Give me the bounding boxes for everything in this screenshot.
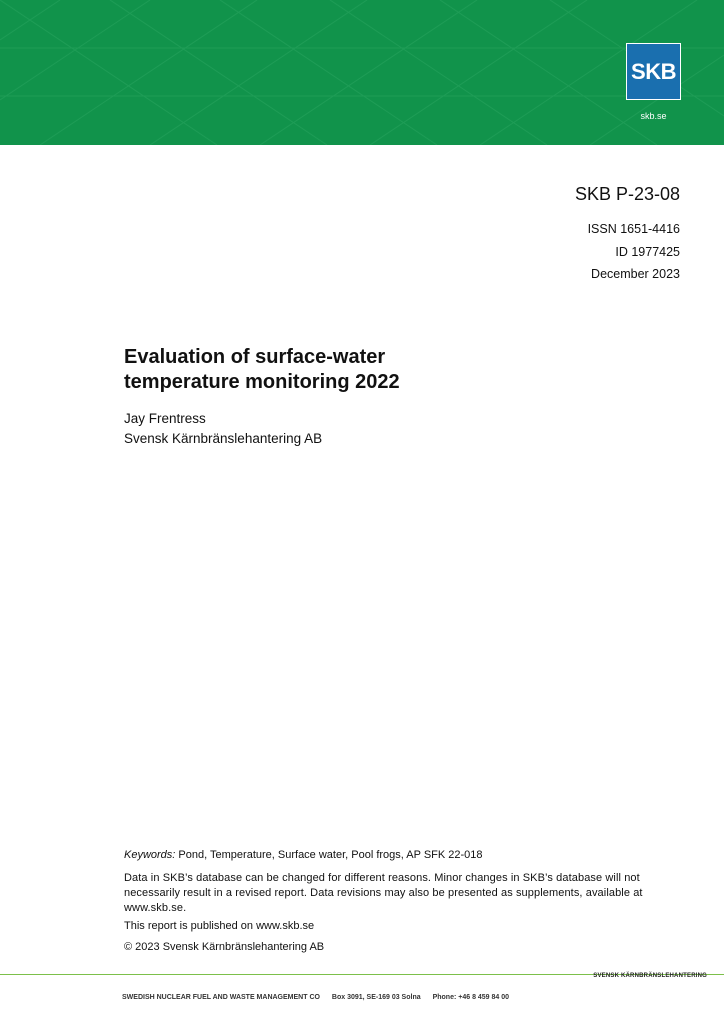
header-band [0, 0, 724, 145]
published-note: This report is published on www.skb.se [124, 920, 315, 932]
report-number: SKB P-23-08 [574, 184, 680, 204]
report-date: December 2023 [591, 267, 680, 281]
keywords-text: Pond, Temperature, Surface water, Pool frogs, AP SFK 22-018 [178, 849, 483, 861]
report-id: ID 1977425 [615, 245, 680, 259]
database-note: Data in SKB’s database can be changed for different reasons. Minor changes in SKB’s database will not necessarily result in a revised report. Data revisions may also be presented as supplements, available at www.skb.se. [124, 872, 643, 914]
keywords-label: Keywords: [124, 849, 176, 861]
header-pattern [0, 0, 724, 145]
footer-phone: Phone: +46 8 459 84 00 [432, 994, 510, 1001]
footer-address: Box 3091, SE-169 03 Solna [331, 994, 421, 1001]
logo-text: SKB [631, 59, 676, 84]
title-line-2: temperature monitoring 2022 [124, 371, 400, 393]
footer-contact [122, 994, 519, 1001]
author-organization: Svensk Kärnbränslehantering AB [124, 431, 323, 446]
keywords [124, 849, 483, 861]
footer-company: SWEDISH NUCLEAR FUEL AND WASTE MANAGEMENT CO [122, 994, 320, 1001]
site-link[interactable]: skb.se [640, 111, 667, 121]
author-name: Jay Frentress [124, 411, 206, 426]
copyright: © 2023 Svensk Kärnbränslehantering AB [124, 941, 325, 953]
report-title [124, 345, 544, 395]
skb-logo [626, 43, 681, 100]
title-line-1: Evaluation of surface-water [124, 346, 386, 368]
issn: ISSN 1651-4416 [587, 222, 680, 236]
footer-org: SVENSK KÄRNBRÄNSLEHANTERING [593, 973, 707, 979]
